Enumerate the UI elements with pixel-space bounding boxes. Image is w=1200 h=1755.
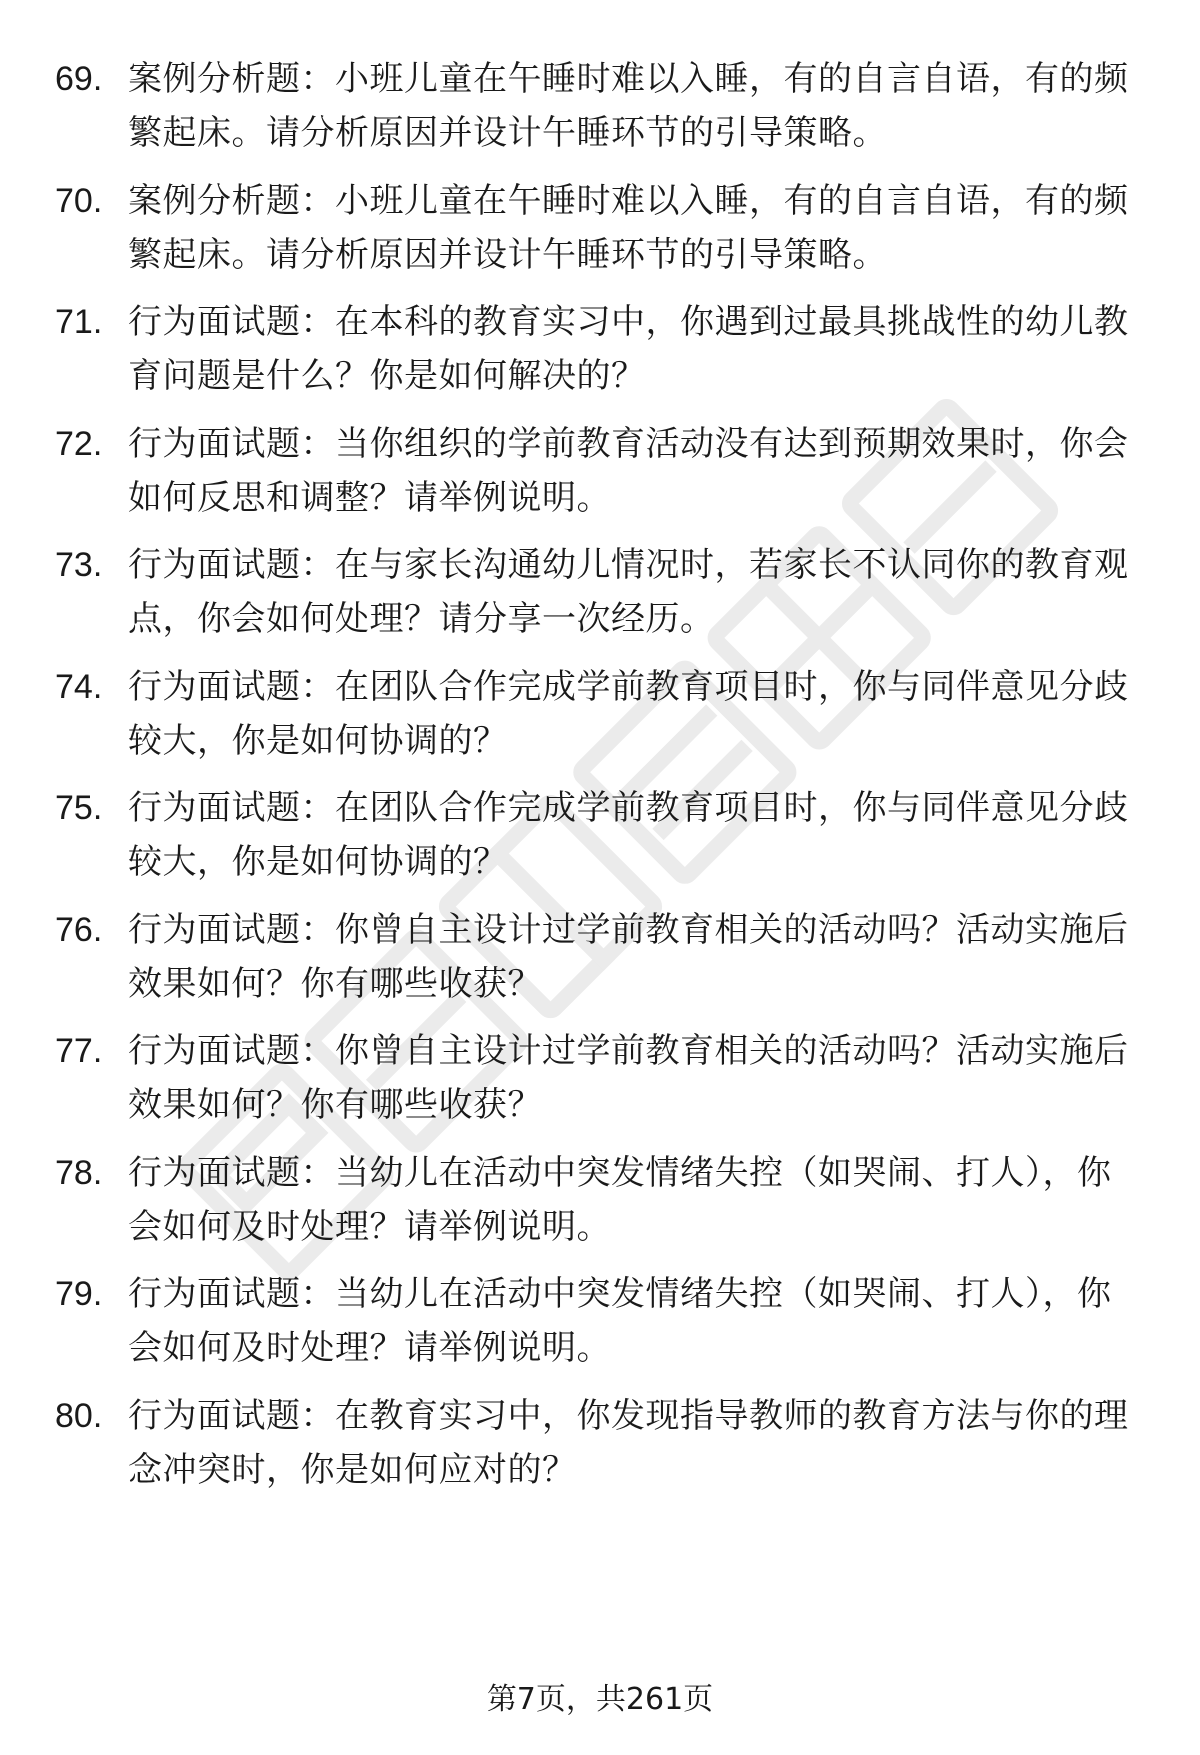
question-item	[0, 903, 1200, 1023]
question-item	[0, 781, 1200, 901]
question-text: 行为面试题：当幼儿在活动中突发情绪失控（如哭闹、打人），你会如何及时处理？请举例说明。	[128, 1274, 1112, 1368]
question-item	[0, 174, 1200, 294]
question-text: 行为面试题：在与家长沟通幼儿情况时，若家长不认同你的教育观点，你会如何处理？请分享一次经历。	[128, 545, 1129, 639]
question-text: 行为面试题：在团队合作完成学前教育项目时，你与同伴意见分歧较大，你是如何协调的？	[128, 666, 1129, 761]
question-item	[0, 1146, 1200, 1266]
question-number: 77.	[55, 1032, 103, 1070]
question-text: 行为面试题：当幼儿在活动中突发情绪失控（如哭闹、打人），你会如何及时处理？请举例说明。	[128, 1152, 1112, 1247]
question-item	[0, 1024, 1200, 1144]
question-number: 80.	[55, 1396, 103, 1435]
question-item	[0, 660, 1200, 780]
question-item	[0, 52, 1200, 172]
question-item	[0, 295, 1200, 415]
question-item	[0, 1389, 1200, 1509]
question-text: 行为面试题：在本科的教育实习中，你遇到过最具挑战性的幼儿教育问题是什么？你是如何解决的？	[128, 302, 1129, 396]
question-text: 案例分析题：小班儿童在午睡时难以入睡，有的自言自语，有的频繁起床。请分析原因并设计午睡环节的引导策略。	[128, 59, 1129, 153]
question-text: 行为面试题：当你组织的学前教育活动没有达到预期效果时，你会如何反思和调整？请举例说明。	[128, 423, 1129, 518]
question-number: 78.	[55, 1153, 103, 1192]
question-text: 行为面试题：你曾自主设计过学前教育相关的活动吗？活动实施后效果如何？你有哪些收获？	[128, 909, 1129, 1004]
question-item	[0, 538, 1200, 658]
question-number: 75.	[55, 789, 103, 827]
question-number: 71.	[55, 303, 103, 341]
page-footer: 第7页，共261页	[486, 1682, 714, 1717]
question-text: 行为面试题：在教育实习中，你发现指导教师的教育方法与你的理念冲突时，你是如何应对的？	[128, 1395, 1129, 1490]
question-item	[0, 417, 1200, 537]
question-number: 69.	[55, 60, 103, 98]
question-number: 73.	[55, 546, 103, 584]
question-number: 70.	[55, 181, 103, 220]
question-item	[0, 1267, 1200, 1387]
question-text: 行为面试题：在团队合作完成学前教育项目时，你与同伴意见分歧较大，你是如何协调的？	[128, 788, 1129, 882]
question-number: 76.	[55, 910, 103, 949]
question-text: 案例分析题：小班儿童在午睡时难以入睡，有的自言自语，有的频繁起床。请分析原因并设计午睡环节的引导策略。	[128, 180, 1129, 275]
question-text: 行为面试题：你曾自主设计过学前教育相关的活动吗？活动实施后效果如何？你有哪些收获？	[128, 1031, 1129, 1125]
question-number: 74.	[55, 667, 103, 706]
question-number: 79.	[55, 1275, 103, 1313]
question-number: 72.	[55, 424, 103, 463]
